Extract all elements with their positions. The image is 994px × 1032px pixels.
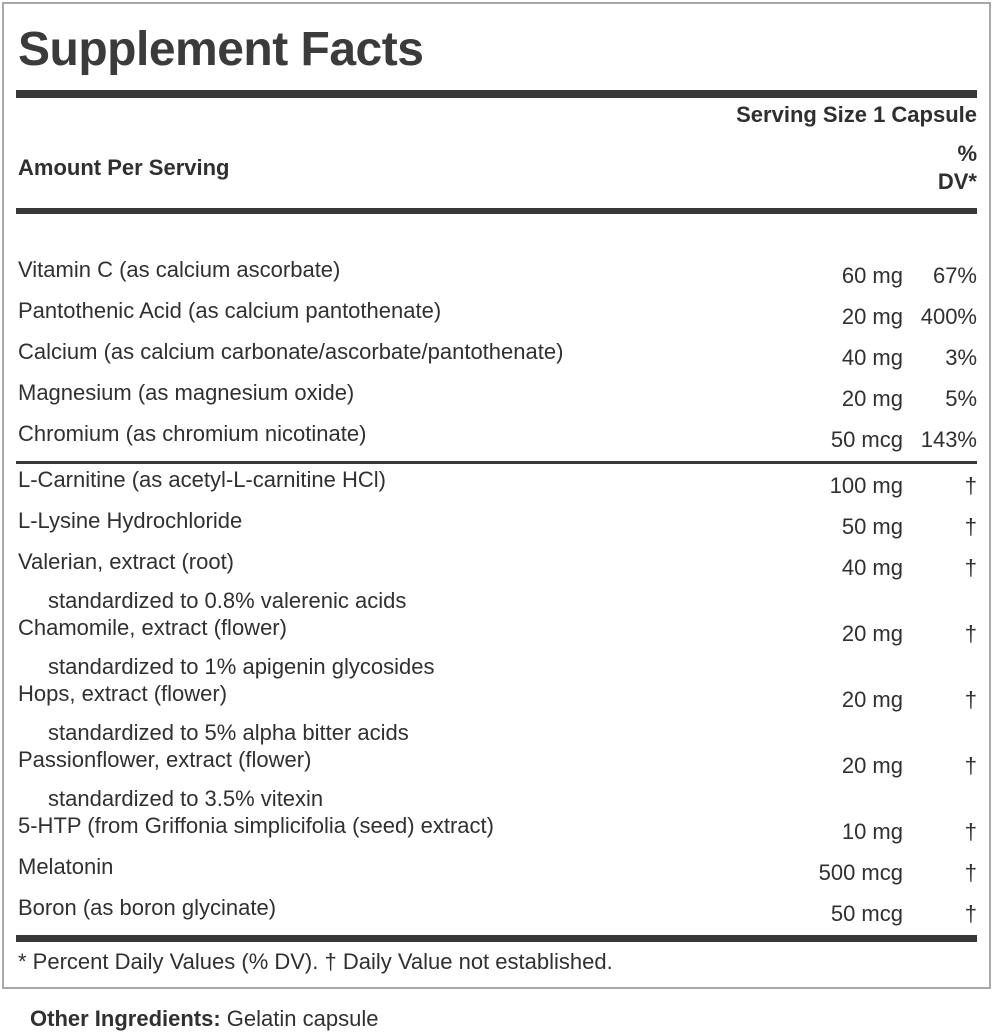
ingredient-row (16, 256, 977, 288)
other-ingredients-value: Gelatin capsule (220, 1006, 379, 1031)
ingredient-amount: 100 mg (829, 473, 903, 498)
ingredient-name: Passionflower, extract (flower) (18, 747, 312, 772)
ingredient-row (16, 680, 977, 746)
ingredient-dv: † (964, 514, 977, 539)
ingredient-name: 5-HTP (from Griffonia simplicifolia (seed) extract) (18, 813, 494, 838)
ingredient-name: Hops, extract (flower) (18, 681, 228, 706)
ingredient-name: Melatonin (18, 854, 114, 879)
ingredient-name: L-Carnitine (as acetyl-L-carnitine HCl) (18, 467, 387, 492)
ingredient-row (16, 614, 977, 680)
ingredient-dv: † (964, 687, 977, 712)
ingredient-amount: 40 mg (841, 345, 903, 370)
ingredient-standardization: standardized to 3.5% vitexin (48, 786, 324, 811)
ingredient-amount: 60 mg (841, 263, 903, 288)
ingredient-amount: 10 mg (841, 819, 903, 844)
ingredient-dv: † (964, 819, 977, 844)
ingredient-amount: 40 mg (841, 555, 903, 580)
panel-title: Supplement Facts (18, 23, 424, 76)
ingredient-row (16, 548, 977, 614)
ingredient-row (16, 746, 977, 812)
ingredient-dv: 5% (945, 386, 977, 411)
ingredient-row (16, 297, 977, 329)
ingredient-dv: 67% (932, 263, 977, 288)
ingredient-row (16, 812, 977, 844)
ingredient-dv: † (964, 555, 977, 580)
ingredient-amount: 500 mcg (818, 860, 903, 885)
ingredient-dv: † (964, 901, 977, 926)
ingredient-amount: 20 mg (841, 304, 903, 329)
ingredient-name: L-Lysine Hydrochloride (18, 508, 243, 533)
ingredient-dv: † (964, 621, 977, 646)
other-ingredients (30, 1005, 994, 1032)
ingredient-dv: 3% (945, 345, 977, 370)
daily-value-footnote: * Percent Daily Values (% DV). † Daily Value not established. (18, 949, 613, 974)
ingredient-name: Chromium (as chromium nicotinate) (18, 421, 367, 446)
ingredient-dv: † (964, 860, 977, 885)
ingredient-name: Boron (as boron glycinate) (18, 895, 277, 920)
ingredient-row (16, 894, 977, 926)
supplement-facts-panel (2, 2, 991, 989)
table-header (16, 128, 977, 208)
serving-size: Serving Size 1 Capsule (736, 102, 977, 127)
ingredient-dv: 143% (920, 427, 977, 452)
percent-dv-header-line1: % (957, 141, 977, 166)
ingredient-standardization: standardized to 5% alpha bitter acids (48, 720, 409, 745)
ingredient-amount: 20 mg (841, 621, 903, 646)
ingredient-name: Calcium (as calcium carbonate/ascorbate/pantothenate) (18, 339, 564, 364)
other-ingredients-label: Other Ingredients: (30, 1006, 221, 1031)
ingredient-name: Vitamin C (as calcium ascorbate) (18, 257, 341, 282)
ingredient-dv: 400% (920, 304, 977, 329)
ingredient-amount: 20 mg (841, 753, 903, 778)
ingredient-row (16, 379, 977, 411)
ingredient-dv: † (964, 473, 977, 498)
amount-per-serving-header: Amount Per Serving (18, 155, 230, 180)
ingredient-amount: 20 mg (841, 386, 903, 411)
section-divider-bar (16, 461, 977, 464)
footnote-divider-bar (16, 935, 977, 942)
percent-dv-header-line2: DV* (937, 169, 977, 194)
ingredient-name: Magnesium (as magnesium oxide) (18, 380, 355, 405)
ingredient-row (16, 466, 977, 498)
ingredient-row (16, 507, 977, 539)
ingredient-amount: 50 mcg (830, 427, 903, 452)
ingredient-name: Pantothenic Acid (as calcium pantothenate) (18, 298, 442, 323)
ingredient-standardization: standardized to 0.8% valerenic acids (48, 588, 407, 613)
ingredient-row (16, 420, 977, 452)
ingredient-row (16, 853, 977, 885)
rows-container (16, 214, 977, 926)
title-divider-bar (16, 90, 977, 98)
percent-dv-header (938, 140, 977, 196)
ingredient-name: Valerian, extract (root) (18, 549, 235, 574)
ingredient-name: Chamomile, extract (flower) (18, 615, 287, 640)
ingredient-amount: 20 mg (841, 687, 903, 712)
ingredient-row (16, 338, 977, 370)
ingredient-amount: 50 mg (841, 514, 903, 539)
ingredient-dv: † (964, 753, 977, 778)
ingredient-amount: 50 mcg (830, 901, 903, 926)
ingredient-standardization: standardized to 1% apigenin glycosides (48, 654, 435, 679)
